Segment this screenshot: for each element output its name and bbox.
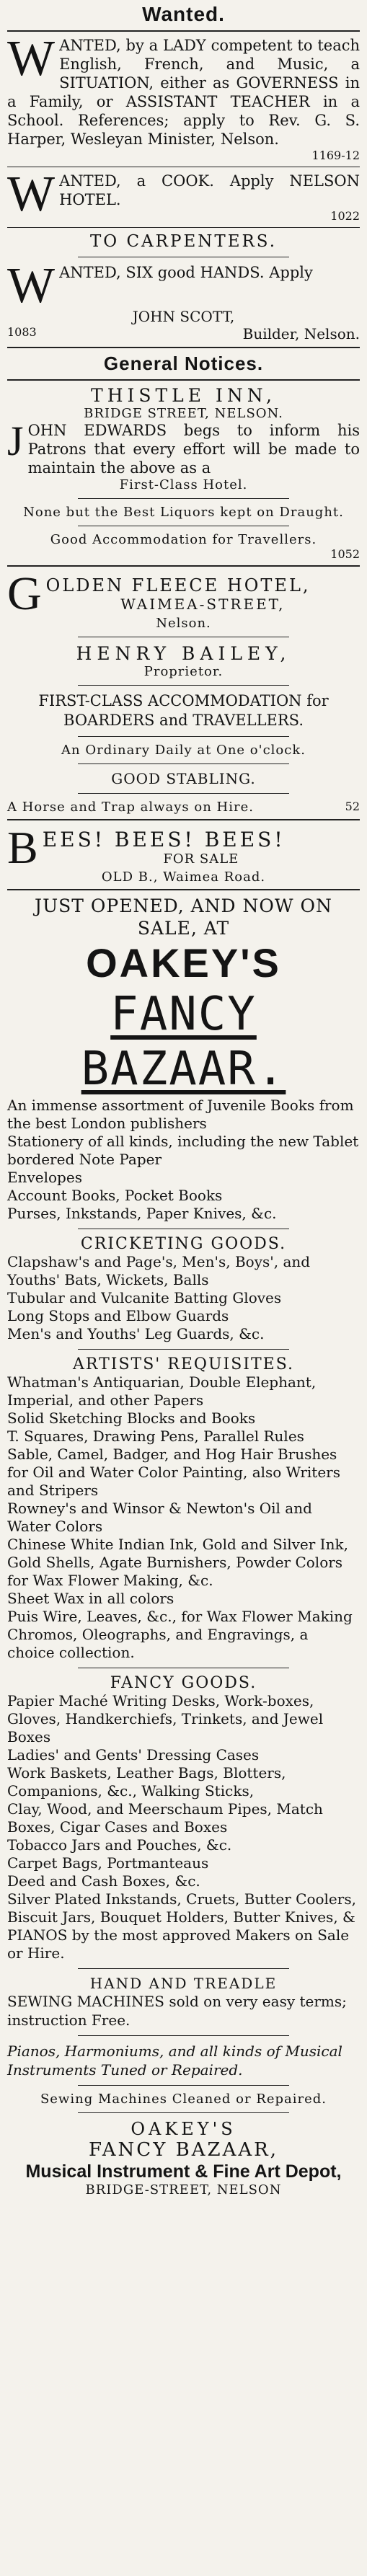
list-item: Silver Plated Inkstands, Cruets, Butter Coolers, Biscuit Jars, Bouquet Holders, Butter Knives, & — [7, 1890, 356, 1926]
sewing-title: HAND AND TREADLE — [89, 1975, 278, 1992]
list-item: Envelopes — [7, 1169, 82, 1186]
list-item: An immense assortment of Juvenile Books from the best London publishers — [7, 1097, 354, 1132]
golden-accom: FIRST-CLASS ACCOMMODATION for BOARDERS and TRAVELLERS. — [38, 692, 329, 729]
list-item: Tobacco Jars and Pouches, &c. — [7, 1836, 232, 1854]
thistle-address: BRIDGE STREET, NELSON. — [84, 406, 283, 421]
divider — [78, 498, 289, 499]
wanted-ad-governess — [7, 31, 360, 162]
list-item: Carpet Bags, Portmanteaus — [7, 1854, 209, 1872]
list-item: Sheet Wax in all colors — [7, 1590, 174, 1607]
golden-stabling: GOOD STABLING. — [111, 770, 256, 787]
divider — [7, 347, 360, 348]
golden-ref: 52 — [345, 800, 360, 813]
bees-address: OLD B., Waimea Road. — [101, 869, 266, 885]
list-item: Chinese White Indian Ink, Gold and Silver Ink, Gold Shells, Agate Burnishers, Powder Colors for Wax Flower Making, &c. — [7, 1536, 348, 1589]
list-item: Long Stops and Elbow Guards — [7, 1307, 229, 1324]
divider — [78, 763, 289, 764]
cricket-list — [7, 1253, 360, 1343]
footer-address: BRIDGE-STREET, NELSON — [85, 2182, 282, 2197]
carpenters-text: ANTED, SIX good HANDS. Apply — [59, 264, 313, 281]
thistle-ref: 1052 — [330, 547, 360, 561]
general-notices-header: General Notices. — [103, 353, 264, 374]
oakey-ad — [7, 895, 360, 2197]
divider — [7, 889, 360, 890]
list-item: Ladies' and Gents' Dressing Cases — [7, 1746, 260, 1763]
carpenters-signoff — [7, 325, 360, 342]
list-item: Papier Maché Writing Desks, Work-boxes, Gloves, Handkerchiefs, Trinkets, and Jewel Boxes — [7, 1692, 324, 1745]
thistle-inn-ad — [7, 385, 360, 561]
wanted-ad-governess-text: ANTED, by a LADY competent to teach English, French, and Music, a SITUATION, either as GOVERNESS in a Family, or ASSISTANT TEACHER in a School. References; apply to Rev. G. S. Harper, Wesleyan Minister, Nelson. — [7, 37, 360, 148]
list-item: Rowney's and Winsor & Newton's Oil and Water Colors — [7, 1500, 312, 1535]
bees-ad — [7, 822, 360, 885]
list-item: Tubular and Vulcanite Batting Gloves — [7, 1289, 282, 1306]
dropcap-g: G — [7, 567, 42, 620]
oakey-name: OAKEY'S — [86, 940, 281, 986]
divider — [78, 793, 289, 794]
divider — [78, 2035, 289, 2036]
bees-title: EES! BEES! BEES! — [42, 828, 286, 851]
footer-bazaar: FANCY BAZAAR, — [89, 2139, 278, 2161]
oakey-opened: JUST OPENED, AND NOW ON SALE, AT — [35, 895, 332, 939]
thistle-hotel: First-Class Hotel. — [119, 477, 248, 492]
golden-role: Proprietor. — [143, 664, 224, 679]
dropcap-w: W — [7, 31, 56, 87]
thistle-body: OHN EDWARDS begs to inform his Patrons that every effort will be made to maintain the above as a — [27, 422, 360, 477]
fancy-list — [7, 1692, 360, 1962]
thistle-liquors: None but the Best Liquors kept on Draught. — [23, 505, 344, 520]
divider — [78, 2085, 289, 2086]
list-item: Work Baskets, Leather Bags, Blotters, Companions, &c., Walking Sticks, — [7, 1764, 286, 1800]
wanted-ad-carpenters — [7, 232, 360, 342]
golden-horse: A Horse and Trap always on Hire. — [7, 800, 254, 815]
list-item: T. Squares, Drawing Pens, Parallel Rules — [7, 1428, 304, 1445]
divider — [78, 685, 289, 686]
divider — [78, 1349, 289, 1350]
thistle-accom: Good Accommodation for Travellers. — [50, 532, 317, 547]
golden-daily: An Ordinary Daily at One o'clock. — [61, 743, 306, 758]
golden-title: OLDEN FLEECE HOTEL, — [45, 575, 311, 596]
wanted-header: Wanted. — [142, 3, 225, 25]
golden-fleece-ad — [7, 567, 360, 815]
list-item: Purses, Inkstands, Paper Knives, &c. — [7, 1205, 277, 1222]
intro-list — [7, 1097, 360, 1223]
dropcap-j: J — [7, 417, 24, 464]
carpenters-sig: Builder, Nelson. — [242, 325, 360, 342]
divider — [78, 1968, 289, 1969]
newspaper-column — [7, 0, 360, 2197]
footer-name: OAKEY'S — [131, 2119, 236, 2139]
golden-street: WAIMEA-STREET, — [120, 596, 286, 613]
pianos-note: Pianos, Harmoniums, and all kinds of Musical Instruments Tuned or Repaired. — [7, 2042, 342, 2079]
bees-sale: FOR SALE — [163, 851, 239, 867]
golden-horse-line — [7, 800, 360, 815]
wanted-ad-cook-ref: 1022 — [330, 209, 360, 223]
list-item: Account Books, Pocket Books — [7, 1187, 223, 1204]
divider — [7, 819, 360, 820]
golden-town: Nelson. — [156, 616, 211, 631]
sewing-machines: SEWING MACHINES sold on very easy terms; instruction Free. — [7, 1993, 347, 2029]
golden-name: HENRY BAILEY, — [76, 643, 291, 664]
list-item: Deed and Cash Boxes, &c. — [7, 1872, 200, 1890]
divider — [78, 736, 289, 737]
carpenters-title: TO CARPENTERS. — [89, 232, 278, 251]
artists-list — [7, 1373, 360, 1662]
fancy-title: FANCY GOODS. — [110, 1674, 257, 1692]
list-item: Sable, Camel, Badger, and Hog Hair Brushes for Oil and Water Color Painting, also Writers and Stripers — [7, 1446, 340, 1499]
list-item: PIANOS by the most approved Makers on Sale or Hire. — [7, 1926, 350, 1962]
list-item: Puis Wire, Leaves, &c., for Wax Flower Making — [7, 1608, 353, 1625]
cricket-title: CRICKETING GOODS. — [80, 1235, 287, 1253]
footer-line: Musical Instrument & Fine Art Depot, — [25, 2161, 342, 2182]
wanted-ad-cook — [7, 167, 360, 223]
dropcap-w: W — [7, 167, 56, 222]
wanted-ad-cook-text: ANTED, a COOK. Apply NELSON HOTEL. — [59, 172, 360, 208]
list-item: Clapshaw's and Page's, Men's, Boys', and Youths' Bats, Wickets, Balls — [7, 1253, 311, 1288]
list-item: Clay, Wood, and Meerschaum Pipes, Match Boxes, Cigar Cases and Boxes — [7, 1800, 323, 1836]
wanted-ad-governess-ref: 1169-12 — [311, 149, 360, 162]
carpenters-ref: 1083 — [7, 325, 37, 339]
oakey-bazaar: FANCY BAZAAR. — [81, 988, 286, 1096]
thistle-title: THISTLE INN, — [91, 385, 276, 406]
divider — [7, 227, 360, 228]
list-item: Stationery of all kinds, including the new Tablet bordered Note Paper — [7, 1133, 359, 1168]
dropcap-w: W — [7, 258, 56, 314]
carpenters-name: JOHN SCOTT, — [132, 308, 235, 325]
sewing-cleaned: Sewing Machines Cleaned or Repaired. — [40, 2092, 327, 2107]
artists-title: ARTISTS' REQUISITES. — [73, 1355, 294, 1373]
list-item: Chromos, Oleographs, and Engravings, a choice collection. — [7, 1626, 309, 1661]
divider — [7, 565, 360, 567]
divider — [78, 2112, 289, 2113]
divider — [7, 30, 360, 32]
divider — [7, 379, 360, 381]
list-item: Whatman's Antiquarian, Double Elephant, Imperial, and other Papers — [7, 1373, 317, 1409]
list-item: Solid Sketching Blocks and Books — [7, 1409, 256, 1427]
list-item: Men's and Youths' Leg Guards, &c. — [7, 1325, 265, 1342]
dropcap-b: B — [7, 822, 38, 873]
